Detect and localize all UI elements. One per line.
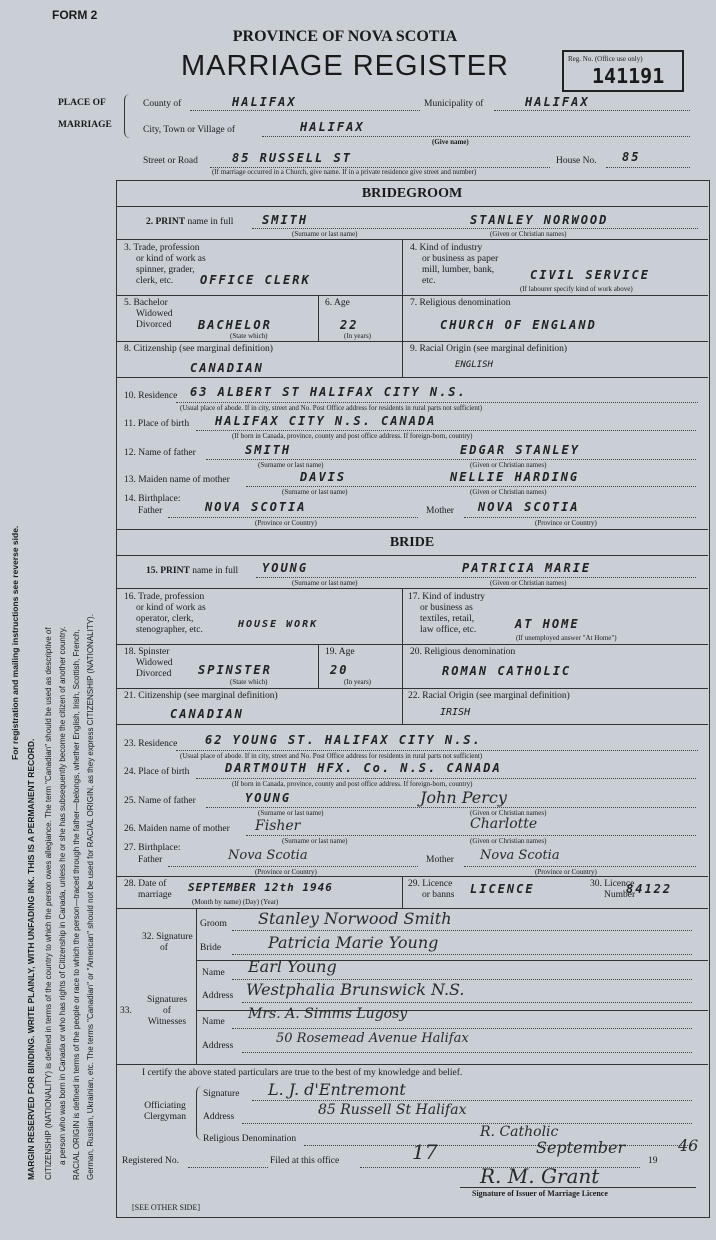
issuer-signature-label: Signature of Issuer of Marriage Licence	[472, 1189, 608, 1198]
witness2-address: 50 Rosemead Avenue Halifax	[276, 1031, 469, 1046]
reg-no-label: Reg. No. (Office use only)	[568, 55, 643, 63]
bride-father-surname-note: (Surname or last name)	[258, 809, 324, 817]
year-suffix: 46	[678, 1136, 699, 1155]
house-value: 85	[622, 150, 641, 164]
bridegroom-heading: BRIDEGROOM	[361, 186, 463, 201]
groom-birthplace-label: 11. Place of birth	[124, 419, 190, 429]
groom-mother-bp-label: Mother	[426, 506, 454, 516]
licence-number-label: 30. Licence Number	[590, 879, 636, 900]
county-label: County of	[143, 99, 182, 109]
bride-industry-note: (If unemployed answer "At Home")	[516, 634, 617, 642]
clergy-address: 85 Russell St Halifax	[318, 1102, 467, 1118]
groom-father-bp-note: (Province or Country)	[255, 519, 317, 527]
bride-age: 20	[330, 663, 349, 677]
bride-industry-label: 17. Kind of industry or business as textiles, retail, law office, etc.	[408, 592, 486, 635]
margin-citizenship-def-2: a person who was born in Canada or who has rights of Citizenship in Canada, unless he or she has subsequently become the citizen of another country.	[58, 626, 67, 1165]
form-label: FORM 2	[52, 8, 98, 22]
witnesses-number: 33.	[120, 1006, 132, 1016]
groom-mother-given-note: (Given or Christian names)	[470, 488, 547, 496]
bride-mother-bp-note: (Province or Country)	[535, 868, 597, 876]
bride-status-label: 18. Spinster Widowed Divorced	[124, 647, 173, 679]
witness1-address: Westphalia Brunswick N.S.	[246, 980, 465, 999]
filed-day: 17	[412, 1140, 438, 1164]
give-name-note: (Give name)	[432, 138, 469, 146]
street-value: 85 RUSSELL ST	[232, 151, 352, 165]
clergy-address-label: Address	[203, 1112, 235, 1122]
groom-surname: SMITH	[262, 213, 309, 227]
groom-birthplace: HALIFAX CITY N.S. CANADA	[215, 414, 437, 428]
groom-status: BACHELOR	[198, 318, 272, 332]
page-title: MARRIAGE REGISTER	[181, 50, 509, 82]
groom-father-given-note: (Given or Christian names)	[470, 461, 547, 469]
groom-residence: 63 ALBERT ST HALIFAX CITY N.S.	[190, 385, 467, 399]
bride-mother-birthplace: Nova Scotia	[480, 848, 560, 863]
house-label: House No.	[556, 156, 597, 166]
groom-birthplace-note: (If born in Canada, province, county and post office address. If foreign-born, country)	[232, 432, 473, 440]
groom-given: STANLEY NORWOOD	[470, 213, 609, 227]
groom-age-label: 6. Age	[325, 298, 350, 308]
marriage-date-label: 28. Date of marriage	[124, 879, 172, 900]
witnesses-label: Signatures of Witnesses	[146, 995, 188, 1027]
bride-heading: BRIDE	[389, 535, 435, 550]
margin-racial-def-2: German, Russian, Ukrainian, etc. The terms "Canadian" or "American" should not be used for RACIAL ORIGIN, as they express CITIZENSHIP (NATIONALITY).	[86, 614, 95, 1180]
groom-father-label: 12. Name of father	[124, 448, 196, 458]
bride-trade: HOUSE WORK	[238, 619, 319, 630]
groom-surname-note: (Surname or last name)	[292, 230, 358, 238]
municipality-label: Municipality of	[424, 99, 484, 109]
city-value: HALIFAX	[300, 120, 365, 134]
bride-birthplace: DARTMOUTH HFX. Co. N.S. CANADA	[225, 761, 502, 775]
groom-state-which: (State which)	[230, 332, 268, 340]
groom-signature: Stanley Norwood Smith	[258, 909, 452, 928]
groom-name-label: 2. PRINT name in full	[146, 217, 234, 227]
bride-religion-label: 20. Religious denomination	[410, 647, 516, 657]
witness2-name: Mrs. A. Simms Lugosy	[248, 1006, 408, 1022]
groom-father-surname-note: (Surname or last name)	[258, 461, 324, 469]
groom-father-surname: SMITH	[245, 443, 292, 457]
witness1-name: Earl Young	[248, 957, 337, 976]
reg-no-value: 141191	[592, 64, 665, 88]
groom-citizenship-label: 8. Citizenship (see marginal definition)	[124, 344, 273, 354]
margin-racial-def-1: RACIAL ORIGIN is defined in terms of the people or race to which the person—traced through the father—belongs, whether English, Irish, Scottish, French,	[72, 629, 81, 1180]
see-other-side: [SEE OTHER SIDE]	[132, 1203, 200, 1212]
place-of-label: PLACE OF	[58, 98, 106, 108]
groom-trade-label: 3. Trade, profession or kind of work as spinner, grader, clerk, etc.	[124, 243, 206, 286]
groom-origin: ENGLISH	[455, 360, 493, 370]
bride-surname-note: (Surname or last name)	[292, 579, 358, 587]
groom-sig-label: Groom	[200, 919, 227, 929]
bride-given: PATRICIA MARIE	[462, 561, 592, 575]
bride-father-bp-note: (Province or Country)	[255, 868, 317, 876]
groom-status-label: 5. Bachelor Widowed Divorced	[124, 298, 173, 330]
signature-of-label: 32. Signature of	[142, 932, 193, 953]
groom-father-bp-label: Father	[138, 506, 163, 516]
bride-trade-label: 16. Trade, profession or kind of work as operator, clerk, stenographer, etc.	[124, 592, 206, 635]
groom-mother-surname: DAVIS	[300, 470, 347, 484]
county-value: HALIFAX	[232, 95, 297, 109]
groom-mother-birthplace: NOVA SCOTIA	[478, 500, 580, 514]
bride-birthplace-label: 24. Place of birth	[124, 767, 190, 777]
clergy-religion: R. Catholic	[480, 1124, 559, 1140]
bride-status: SPINSTER	[198, 663, 272, 677]
bride-father-label: 25. Name of father	[124, 796, 196, 806]
bride-mother-given: Charlotte	[470, 816, 538, 832]
religious-denomination-label: Religious Denomination	[203, 1134, 297, 1144]
marriage-date: SEPTEMBER 12th 1946	[188, 881, 333, 894]
groom-mother-given: NELLIE HARDING	[450, 470, 580, 484]
groom-age: 22	[340, 318, 359, 332]
groom-given-note: (Given or Christian names)	[490, 230, 567, 238]
licence-number: 84122	[626, 882, 673, 896]
groom-father-given: EDGAR STANLEY	[460, 443, 580, 457]
municipality-value: HALIFAX	[525, 95, 590, 109]
bride-citizenship: CANADIAN	[170, 707, 244, 721]
bride-mother-surname: Fisher	[255, 818, 301, 834]
margin-citizenship-def-1: CITIZENSHIP (NATIONALITY) is defined in terms of the country to which the person owes allegiance. The term "Canadian" should be used as descriptive of	[44, 627, 53, 1180]
bride-origin: IRISH	[440, 707, 471, 718]
bride-religion: ROMAN CATHOLIC	[442, 664, 572, 678]
filed-label: Filed at this office	[270, 1156, 340, 1166]
certify-statement: I certify the above stated particulars are true to the best of my knowledge and belief.	[142, 1068, 463, 1078]
bride-origin-label: 22. Racial Origin (see marginal definition)	[408, 691, 570, 701]
bride-industry: AT HOME	[515, 617, 580, 631]
groom-religion-label: 7. Religious denomination	[410, 298, 511, 308]
bride-mother-label: 26. Maiden name of mother	[124, 824, 230, 834]
year-prefix: 19	[648, 1156, 658, 1166]
bride-father-given-note: (Given or Christian names)	[470, 809, 547, 817]
witness2-address-label: Address	[202, 1041, 234, 1051]
bride-in-years: (In years)	[344, 678, 372, 686]
marriage-label: MARRIAGE	[58, 120, 112, 130]
street-label: Street or Road	[143, 156, 198, 166]
groom-father-birthplace: NOVA SCOTIA	[205, 500, 307, 514]
bride-birthplace-note: (If born in Canada, province, county and post office address. If foreign-born, country)	[232, 780, 473, 788]
clergy-signature-label: Signature	[203, 1089, 240, 1099]
groom-origin-label: 9. Racial Origin (see marginal definition)	[410, 344, 568, 354]
street-note: (If marriage occurred in a Church, give name. If in a private residence give street and number)	[212, 168, 477, 176]
marriage-date-note: (Month by name) (Day) (Year)	[192, 898, 279, 906]
groom-mother-bp-note: (Province or Country)	[535, 519, 597, 527]
bride-sig-label: Bride	[200, 943, 222, 953]
bride-residence-label: 23. Residence	[124, 739, 178, 749]
groom-residence-label: 10. Residence	[124, 391, 178, 401]
groom-trade: OFFICE CLERK	[200, 273, 311, 287]
bride-mother-surname-note: (Surname or last name)	[282, 837, 348, 845]
bride-surname: YOUNG	[262, 561, 309, 575]
groom-birthplace-parents-label: 14. Birthplace:	[124, 494, 181, 504]
groom-in-years: (In years)	[344, 332, 372, 340]
bride-given-note: (Given or Christian names)	[490, 579, 567, 587]
bride-state-which: (State which)	[230, 678, 268, 686]
bride-residence-note: (Usual place of abode. If in city, street and No. Post Office address for residents in rural parts not sufficient)	[180, 752, 483, 760]
groom-mother-label: 13. Maiden name of mother	[124, 475, 230, 485]
witness1-address-label: Address	[202, 991, 234, 1001]
bride-mother-given-note: (Given or Christian names)	[470, 837, 547, 845]
margin-binding-notice: MARGIN RESERVED FOR BINDING. WRITE PLAINLY, WITH UNFADING INK. THIS IS A PERMANENT RECORD.	[26, 738, 36, 1180]
bride-father-surname: YOUNG	[245, 791, 292, 805]
bride-father-bp-label: Father	[138, 855, 163, 865]
bride-residence: 62 YOUNG ST. HALIFAX CITY N.S.	[205, 733, 482, 747]
groom-industry-label: 4. Kind of industry or business as paper mill, lumber, bank, etc.	[410, 243, 499, 286]
officiating-clergyman-label: Officiating Clergyman	[143, 1101, 187, 1122]
margin-instructions: For registration and mailing instructions see reverse side.	[10, 525, 20, 760]
bride-father-birthplace: Nova Scotia	[228, 848, 308, 863]
witness2-name-label: Name	[202, 1017, 225, 1027]
reg-no-box	[562, 50, 684, 92]
bride-name-label: 15. PRINT name in full	[146, 566, 239, 576]
bride-citizenship-label: 21. Citizenship (see marginal definition)	[124, 691, 278, 701]
licence-type-label: 29. Licence or banns	[408, 879, 455, 900]
issuer-signature: R. M. Grant	[480, 1164, 600, 1188]
registered-no-label: Registered No.	[122, 1156, 179, 1166]
groom-industry: CIVIL SERVICE	[530, 268, 650, 282]
province-heading: PROVINCE OF NOVA SCOTIA	[232, 28, 458, 45]
groom-religion: CHURCH OF ENGLAND	[440, 318, 597, 332]
bride-mother-bp-label: Mother	[426, 855, 454, 865]
licence-type: LICENCE	[470, 882, 535, 896]
groom-industry-note: (If labourer specify kind of work above)	[520, 285, 633, 293]
groom-mother-surname-note: (Surname or last name)	[282, 488, 348, 496]
groom-residence-note: (Usual place of abode. If in city, street and No. Post Office address for residents in rural parts not sufficient)	[180, 404, 483, 412]
clergy-signature: L. J. d'Entremont	[268, 1080, 406, 1099]
witness1-name-label: Name	[202, 968, 225, 978]
bride-birthplace-parents-label: 27. Birthplace:	[124, 843, 181, 853]
bride-age-label: 19. Age	[325, 647, 355, 657]
groom-citizenship: CANADIAN	[190, 361, 264, 375]
filed-month: September	[536, 1138, 626, 1157]
bride-father-given: John Percy	[420, 788, 507, 807]
city-label: City, Town or Village of	[143, 125, 235, 135]
bride-signature: Patricia Marie Young	[268, 933, 439, 952]
